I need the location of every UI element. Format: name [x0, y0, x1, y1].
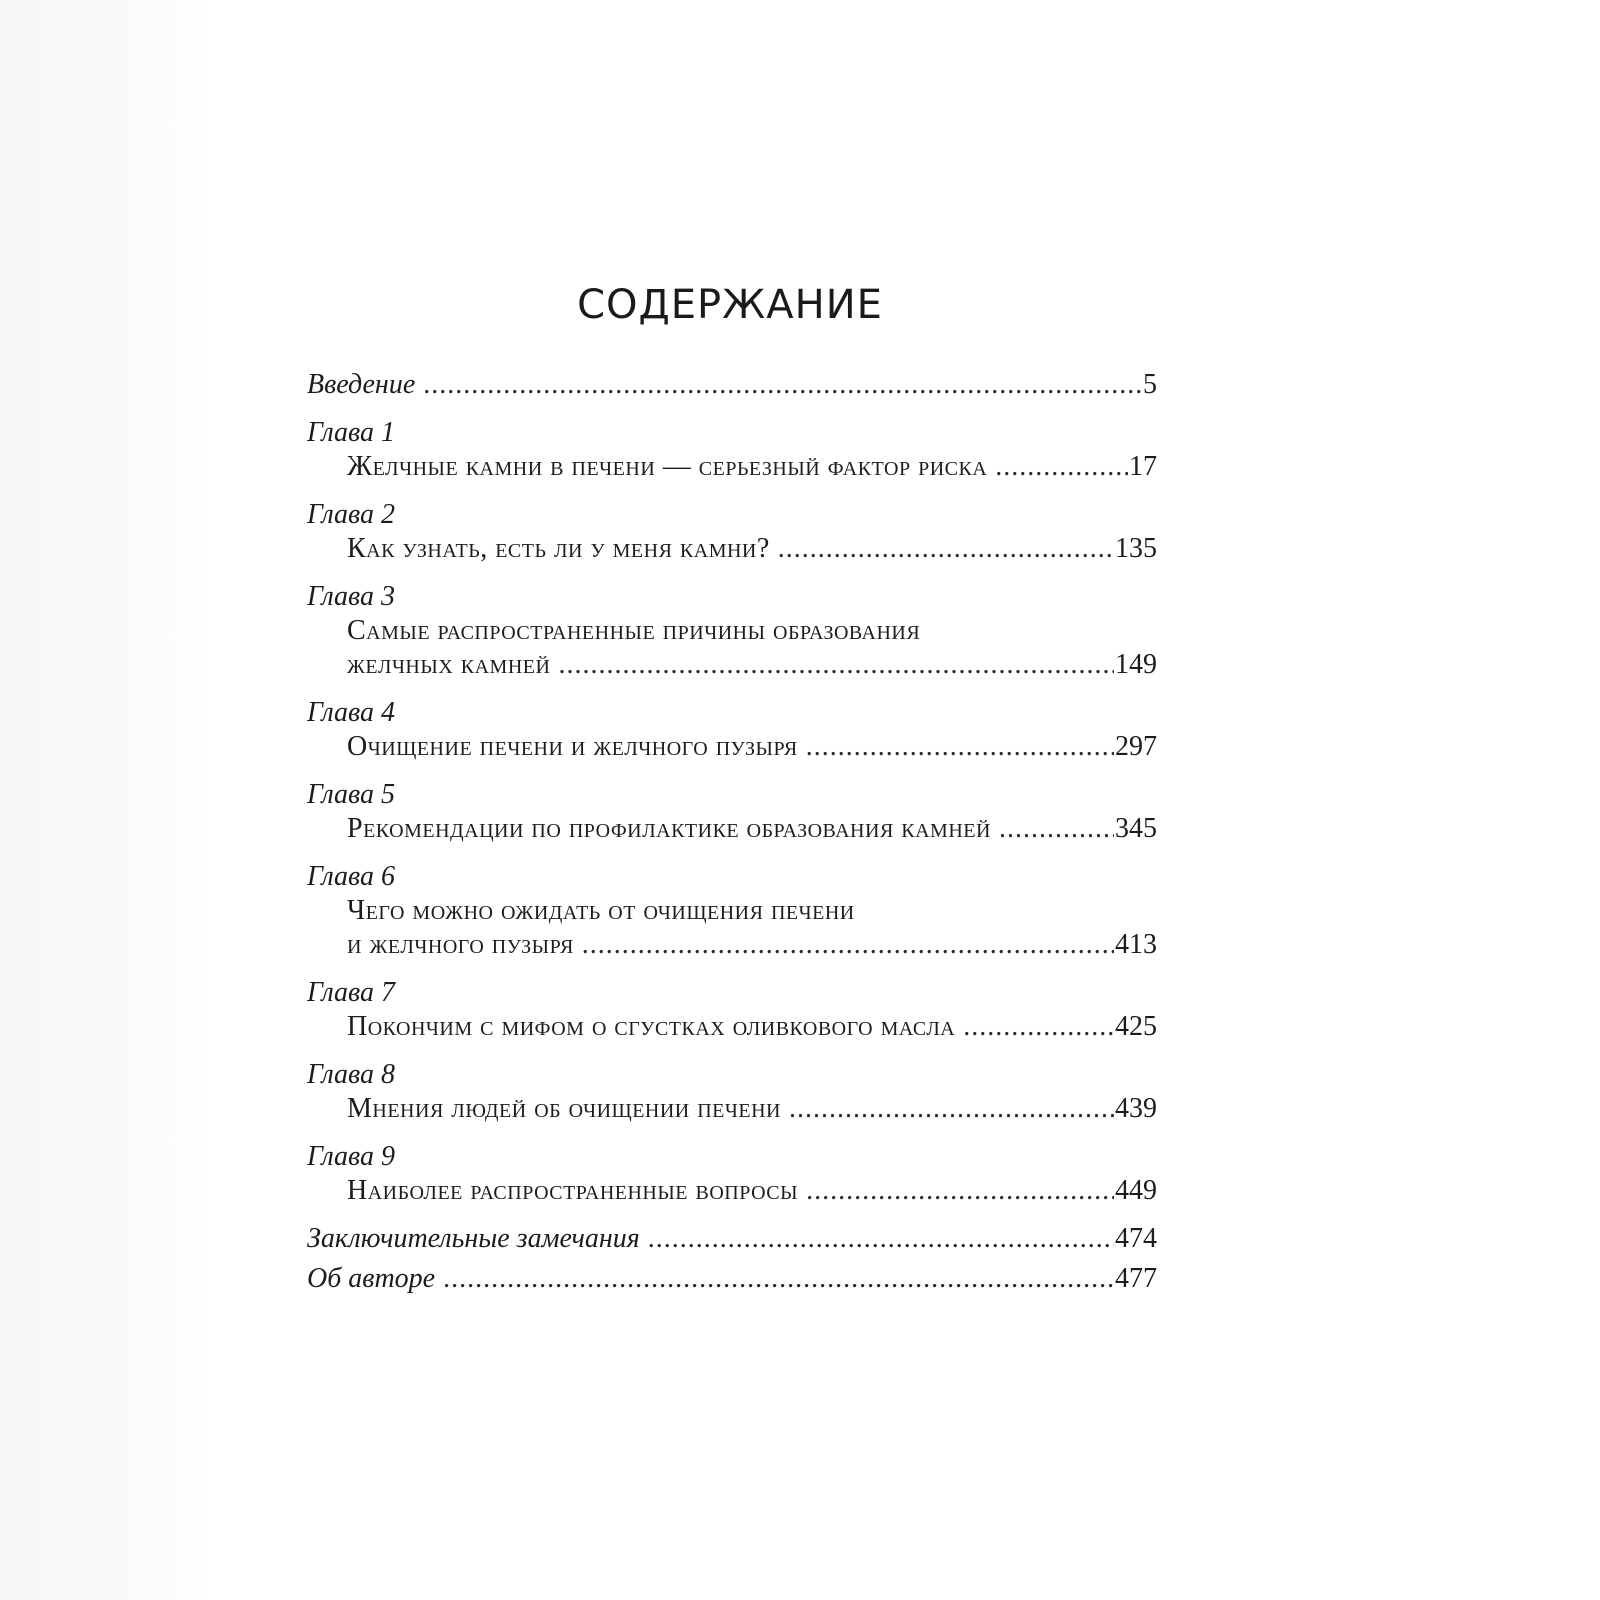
toc-entry-about[interactable]: [307, 1262, 1157, 1296]
chapter-title: Как узнать, есть ли у меня камни?: [347, 533, 770, 564]
toc-page-number: 345: [1115, 813, 1157, 844]
toc-entry-label: Об авторе: [307, 1263, 436, 1294]
toc-entry-chapter-3[interactable]: [307, 648, 1157, 682]
toc-page-number: 477: [1115, 1263, 1157, 1294]
chapter-label: Глава 8: [307, 1059, 395, 1090]
chapter-title: Желчные камни в печени — серьезный фактор риска: [347, 451, 988, 482]
toc-entry-intro[interactable]: [307, 368, 1157, 402]
chapter-title-line: Самые распространенные причины образования: [347, 615, 921, 646]
toc-chapter-3: [307, 580, 1157, 682]
dot-leader: [423, 368, 1142, 402]
chapter-label: Глава 4: [307, 697, 395, 728]
dot-leader: [963, 1010, 1114, 1044]
page-title: СОДЕРЖАНИЕ: [577, 282, 883, 328]
dot-leader: [648, 1222, 1114, 1256]
dot-leader: [582, 928, 1114, 962]
table-of-contents: [307, 368, 1157, 1296]
page-margin-shade: [0, 0, 210, 1600]
toc-chapter-2: [307, 498, 1157, 566]
toc-page-number: 297: [1115, 731, 1157, 762]
toc-entry-chapter-2[interactable]: [307, 532, 1157, 566]
toc-entry-chapter-4[interactable]: [307, 730, 1157, 764]
toc-page-number: 425: [1115, 1011, 1157, 1042]
dot-leader: [778, 532, 1114, 566]
toc-page-number: 17: [1129, 451, 1157, 482]
chapter-label: Глава 3: [307, 581, 395, 612]
chapter-label: Глава 5: [307, 779, 395, 810]
toc-chapter-4: [307, 696, 1157, 764]
chapter-title: Мнения людей об очищении печени: [347, 1093, 782, 1124]
toc-entry-label: Введение: [307, 369, 416, 400]
toc-page-number: 439: [1115, 1093, 1157, 1124]
toc-chapter-5: [307, 778, 1157, 846]
toc-chapter-7: [307, 976, 1157, 1044]
chapter-title: и желчного пузыря: [347, 929, 574, 960]
dot-leader: [443, 1262, 1114, 1296]
chapter-label: Глава 6: [307, 861, 395, 892]
chapter-label: Глава 7: [307, 977, 395, 1008]
dot-leader: [806, 1174, 1114, 1208]
toc-entry-label: Заключительные замечания: [307, 1223, 640, 1254]
toc-chapter-8: [307, 1058, 1157, 1126]
chapter-label: Глава 2: [307, 499, 395, 530]
dot-leader: [999, 812, 1114, 846]
toc-page-number: 449: [1115, 1175, 1157, 1206]
toc-page-number: 149: [1115, 649, 1157, 680]
chapter-title: Рекомендации по профилактике образования камней: [347, 813, 991, 844]
chapter-title: Наиболее распространенные вопросы: [347, 1175, 799, 1206]
toc-entry-chapter-1[interactable]: [307, 450, 1157, 484]
dot-leader: [995, 450, 1128, 484]
chapter-title: Очищение печени и желчного пузыря: [347, 731, 798, 762]
chapter-title-line: Чего можно ожидать от очищения печени: [347, 895, 855, 926]
chapter-label: Глава 9: [307, 1141, 395, 1172]
toc-entry-chapter-8[interactable]: [307, 1092, 1157, 1126]
toc-page-number: 5: [1143, 369, 1157, 400]
toc-chapter-1: [307, 416, 1157, 484]
toc-page-number: 135: [1115, 533, 1157, 564]
toc-entry-closing[interactable]: [307, 1222, 1157, 1256]
chapter-title: желчных камней: [347, 649, 551, 680]
chapter-label: Глава 1: [307, 417, 395, 448]
dot-leader: [789, 1092, 1114, 1126]
dot-leader: [558, 648, 1114, 682]
toc-chapter-6: [307, 860, 1157, 962]
toc-chapter-9: [307, 1140, 1157, 1208]
toc-page-number: 413: [1115, 929, 1157, 960]
dot-leader: [806, 730, 1114, 764]
toc-entry-chapter-9[interactable]: [307, 1174, 1157, 1208]
toc-entry-chapter-7[interactable]: [307, 1010, 1157, 1044]
chapter-title: Покончим с мифом о сгустках оливкового масла: [347, 1011, 956, 1042]
toc-page-number: 474: [1115, 1223, 1157, 1254]
toc-entry-chapter-5[interactable]: [307, 812, 1157, 846]
toc-entry-chapter-6[interactable]: [307, 928, 1157, 962]
